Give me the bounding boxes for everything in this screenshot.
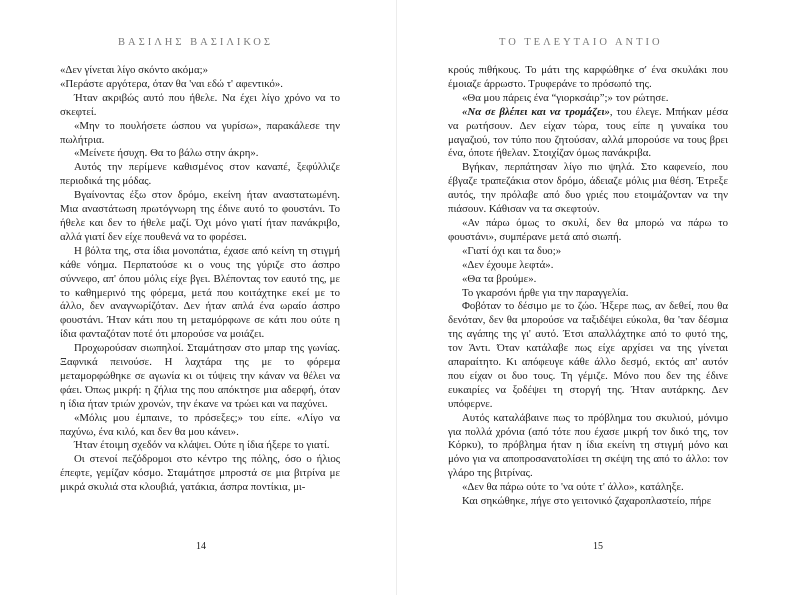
- right-page-number: 15: [593, 541, 603, 552]
- paragraph-text: τον ρώτησε.: [612, 91, 669, 104]
- right-paragraph: «Αν πάρω όμως το σκυλί, δεν θα μπορώ να πάρω το φουστάνι», συμπέρανε μετά από σιωπή.: [448, 216, 728, 243]
- right-paragraph: «Δεν έχουμε λεφτά».: [462, 258, 554, 271]
- right-paragraph: «Θα τα βρούμε».: [462, 272, 537, 285]
- left-paragraph: «Μην το πουλήσετε ώσπου να γυρίσω», παρακάλεσε την πωλήτρια.: [60, 119, 340, 146]
- right-paragraph: κρούς πιθήκους. Το μάτι της καρφώθηκε σ' ένα σκυλάκι που έμοιαζε άρρωστο. Τρυφεράνε το πρόσωπό της.: [448, 64, 728, 90]
- right-paragraph: «Δεν θα πάρω ούτε το 'να ούτε τ' άλλο», κατάληξε.: [462, 481, 684, 494]
- right-paragraph: Φοβόταν το δέσιμο με το ζώο. Ήξερε πως, αν δεθεί, που θα δενόταν, δεν θα μπορούσε να ταξιδέψει εύκολα, θα 'ταν δέσμια της αγάπης της γι' αυτό. Έτσι απαλλάχτηκε από το φυτό της, τον Άντι. Όταν κατάλαβε πως είχε αρχίσει να της γίνεται απαραίτητο. Κι απόφευγε κάθε άλλο δεσμό, εκτός απ' αυτόν που είχαν οι δυο τους. Τη γέμιζε. Μόνο που δεν της έδινε ευκαιρίες να ξοδέψει τη στοργή της. Ήταν αυτάρκης. Δεν υπόφερνε.: [448, 300, 728, 410]
- right-page: [397, 0, 794, 595]
- left-paragraph: Η βόλτα της, στα ίδια μονοπάτια, έχασε από κείνη τη στιγμή κάθε νόημα. Περπατούσε κι ο νους της γύριζε στο άσπρο σύννεφο, απ' όπου μόλις είχε βγει. Βλέποντας τον εαυτό της, με το καθημερινό της φόρεμα, μετά που κοιτάχτηκε εκεί με το άλλο, δεν αναγνωρίζόταν. Δεν ήταν απλά ένα ωραίο άσπρο φουστάνι. Ήταν κάτι που τη μεταμόρφωνε σε κάτι που ούτε η ίδια φανταζόταν ποτέ ότι μπορούσε να μοιάζει.: [60, 244, 340, 341]
- emphasis-text: «Να σε βλέπει και να τρομάζει»: [462, 105, 610, 118]
- paragraph-text: , του έλεγε. Μπήκαν μέσα να ρωτήσουν. Δεν είχαν τώρα, τους είπε η γυναίκα του μαγαζιού, τον τύπο που ζητούσαν, αλλά μπορούσε να τους βρει ένα, όποτε ήθελαν. Στοιχίζαν όμως πανάκριβα.: [448, 105, 728, 160]
- left-running-head: ΒΑΣΙΛΗΣ ΒΑΣΙΛΙΚΟΣ: [118, 37, 273, 48]
- left-paragraph: Ήταν έτοιμη σχεδόν να κλάψει. Ούτε η ίδια ήξερε το γιατί.: [74, 439, 330, 452]
- emphasis-text: «Θα μου πάρεις ένα “γιορκσάιρ”;»: [462, 91, 613, 104]
- right-paragraph: Το γκαρσόνι ήρθε για την παραγγελία.: [462, 286, 629, 299]
- right-paragraph: Και σηκώθηκε, πήγε στο γειτονικό ζαχαροπλαστείο, πήρε: [462, 495, 712, 508]
- left-page-number: 14: [196, 541, 206, 552]
- left-paragraph: «Μείνετε ήσυχη. Θα το βάλω στην άκρη».: [74, 147, 259, 160]
- right-paragraph: «Γιατί όχι και τα δυο;»: [462, 244, 562, 257]
- left-paragraph: Οι στενοί πεζόδρομοι στο κέντρο της πόλης, όσο ο ήλιος έπεφτε, γεμίζαν κόσμο. Σταμάτησε μπροστά σε μια βιτρίνα με μικρά σκυλιά στα κλουβιά, γατάκια, άσπρα ποντίκια, μι-: [60, 453, 340, 494]
- right-paragraph: [448, 92, 728, 106]
- left-paragraph: Προχωρούσαν σιωπηλοί. Σταμάτησαν στο μπαρ της γωνίας. Ξαφνικά πεινούσε. Η λαχτάρα της με το φόρεμα μεταμορφώθηκε σε αγωνία κι οι τύψεις την κάναν να θέλει να φάει. Όπως μικρή: η ζήλια της που απόκτησε μια αδερφή, όταν η ίδια ήταν τριών χρονών, την έκανε να τρώει και να παχύνει.: [60, 342, 340, 410]
- left-paragraph: «Μόλις μου έμπαινε, το πρόσεξες;» του είπε. «Λίγο να παχύνω, ένα κιλό, και δεν θα μου κάνει».: [60, 411, 340, 438]
- right-paragraph: Αυτός καταλάβαινε πως το πρόβλημα του σκυλιού, μόνιμο για πολλά χρόνια (από τότε που έχασε μικρή τον δικό της, τον Κόρκυ), το πρόβλημα ήταν η ίδια εκείνη τη στιγμή μόνο και μόνο για να αποπροσανατολίσει τη σκέψη της από το άλλο: τον γλάρο της βιτρίνας.: [448, 411, 728, 480]
- left-paragraph: «Δεν γίνεται λίγο σκόντο ακόμα;»: [60, 64, 208, 76]
- left-paragraph: Ήταν ακριβώς αυτό που ήθελε. Να έχει λίγο χρόνο να το σκεφτεί.: [60, 91, 340, 118]
- right-page-body: [448, 64, 728, 509]
- left-page-body: [60, 64, 340, 495]
- left-paragraph: Βγαίνοντας έξω στον δρόμο, εκείνη ήταν αναστατωμένη. Μια αναστάτωση πρωτόγνωρη της έδινε αυτό το φουστάνι. Το ήθελε και δεν το ήθελε μαζί. Όχι μόνο γιατί ήταν πανάκριβο, αλλά γιατί δεν είχε πουθενά να το φορέσει.: [60, 189, 340, 243]
- left-paragraph: «Περάστε αργότερα, όταν θα 'ναι εδώ τ' αφεντικό».: [60, 77, 283, 90]
- right-paragraph: Βγήκαν, περπάτησαν λίγο πιο ψηλά. Στο καφενείο, που έβγαζε τραπεζάκια στον δρόμο, άδειαζε μόλις μια θέση. Έτρεξε αυτός, την πρόλαβε από δυο γριές που ετοιμάζονταν να την πιάσουν. Κάθισαν να τα σκεφτούν.: [448, 161, 728, 216]
- right-running-head: ΤΟ ΤΕΛΕΥΤΑΙΟ ΑΝΤΙΟ: [499, 37, 663, 48]
- left-paragraph: Αυτός την περίμενε καθισμένος στον καναπέ, ξεφύλλιζε περιοδικά της μόδας.: [60, 161, 340, 188]
- right-paragraph: [448, 106, 728, 162]
